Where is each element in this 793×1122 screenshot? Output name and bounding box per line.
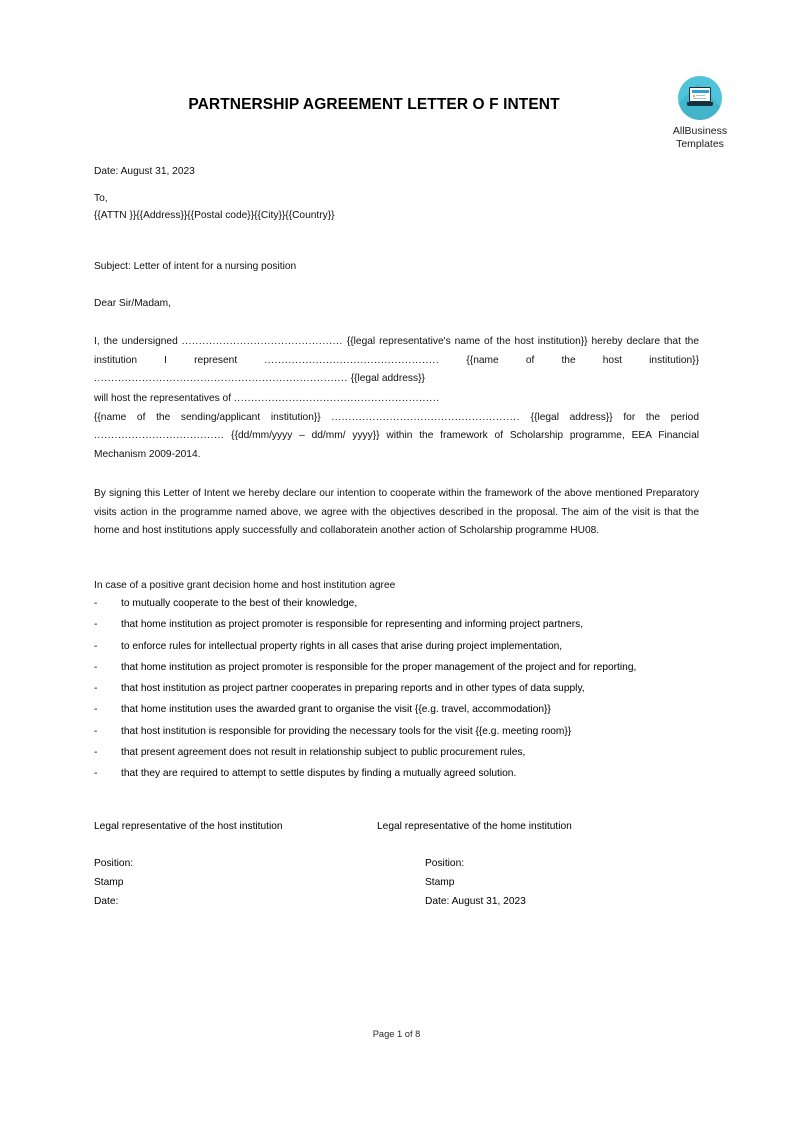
para2-seg1: will host the representatives of (94, 393, 234, 404)
list-intro: In case of a positive grant decision home and host institution agree (94, 580, 396, 591)
letter-to-label: To, (94, 193, 108, 204)
list-item (94, 701, 699, 720)
logo-wordmark (657, 125, 743, 150)
signature-home-heading: Legal representative of the home institution (377, 821, 572, 832)
list-item (94, 616, 699, 635)
list-item-text: to mutually cooperate to the best of their knowledge, (121, 598, 358, 609)
para2-seg4: {{dd/mm/yyyy – dd/mm/ yyyy}} within the framework of Scholarship programme, EEA Financial Mechanism 2009-2014. (94, 430, 699, 461)
list-item-text: that present agreement does not result in relationship subject to public procurement rules, (121, 747, 526, 759)
list-item (94, 659, 699, 678)
para2-leader-1: ............................................................ (233, 393, 440, 404)
list-item-text: that host institution is responsible for providing the necessary tools for the visit {{e.g. meeting room}} (121, 725, 572, 737)
list-item-text: that home institution uses the awarded grant to organise the visit {{e.g. travel, accommodation}} (121, 704, 551, 716)
bullet-marker-icon: - (94, 661, 98, 673)
laptop-icon (687, 87, 713, 109)
list-item (94, 680, 699, 699)
laptop-line (696, 95, 705, 97)
paragraph-undersigned (94, 333, 699, 389)
laptop-titlebar (692, 90, 709, 93)
signature-host-stamp: Stamp (94, 877, 124, 888)
bullet-marker-icon: - (94, 747, 98, 759)
bullet-marker-icon: - (94, 683, 98, 695)
para1-leader-3: .......................................................................... (94, 373, 348, 385)
para2-leader-3: ...................................... (94, 430, 225, 442)
list-item-text: that they are required to attempt to settle disputes by finding a mutually agreed solution. (121, 768, 517, 780)
list-item (94, 723, 699, 742)
list-item (94, 638, 699, 657)
list-item-text: that home institution as project promoter is responsible for the proper management of the project and for reporting, (121, 661, 637, 673)
laptop-base (687, 102, 713, 106)
letter-subject: Subject: Letter of intent for a nursing position (94, 261, 297, 272)
bullet-marker-icon: - (94, 598, 98, 609)
allbusiness-templates-logo (657, 76, 743, 150)
list-item-text: that host institution as project partner cooperates in preparing reports and in other types of data supply, (121, 683, 585, 695)
para1-seg3: {{name of the host institution}} (439, 354, 699, 366)
signature-home-stamp: Stamp (425, 877, 455, 888)
para1-seg2: {{legal representative's name of the host institution}} hereby declare that the institution I represent (94, 336, 699, 366)
bullet-marker-icon: - (94, 768, 98, 780)
paragraph-host-representatives (94, 390, 699, 465)
signature-home-position: Position: (425, 858, 465, 869)
para2-seg3: {{legal address}} for the period (520, 411, 699, 423)
laptop-screen (689, 87, 711, 102)
signature-host-position: Position: (94, 858, 134, 869)
letter-salutation: Dear Sir/Madam, (94, 298, 171, 309)
bullet-marker-icon: - (94, 725, 98, 737)
signature-home-date: Date: August 31, 2023 (425, 896, 526, 907)
laptop-line (693, 98, 706, 100)
agreement-list (94, 595, 699, 787)
page-title: PARTNERSHIP AGREEMENT LETTER O F INTENT (188, 96, 560, 113)
list-item (94, 595, 699, 614)
logo-wordmark-line2: Templates (676, 137, 724, 150)
letter-date: Date: August 31, 2023 (94, 166, 195, 177)
para1-leader-1: ............................................... (181, 336, 343, 347)
bullet-marker-icon: - (94, 704, 98, 716)
signature-host-heading: Legal representative of the host institution (94, 821, 283, 832)
list-item-text: that home institution as project promoter is responsible for representing and informing project partners, (121, 619, 584, 631)
para2-seg2: {{name of the sending/applicant institution}} (94, 411, 332, 423)
bullet-marker-icon: - (94, 619, 98, 631)
para1-leader-2: ................................................... (264, 354, 440, 366)
signature-host-date: Date: (94, 896, 119, 907)
bullet-marker-icon: - (94, 640, 98, 652)
para2-leader-2: ....................................................... (331, 411, 521, 423)
para1-seg4: {{legal address}} (347, 373, 425, 385)
list-item-text: to enforce rules for intellectual property rights in all cases that arise during project implementation, (121, 640, 563, 652)
list-item (94, 744, 699, 763)
para1-seg1: I, the undersigned (94, 336, 182, 347)
laptop-dot (693, 95, 695, 97)
paragraph-by-signing: By signing this Letter of Intent we hereby declare our intention to cooperate within the framework of the above mentioned Preparatory visits action in the programme named above, we agree with the objectives described in the proposal. The aim of the visit is that the home and host institutions apply successfully and collaboratein another action of Scholarship programme HU08. (94, 488, 699, 537)
list-item (94, 765, 699, 784)
logo-circle (678, 76, 722, 120)
letter-recipient: {{ATTN }}{{Address}}{{Postal code}}{{City}}{{Country}} (94, 210, 335, 221)
logo-wordmark-line1: AllBusiness (672, 125, 728, 137)
page-footer: Page 1 of 8 (372, 1029, 421, 1039)
